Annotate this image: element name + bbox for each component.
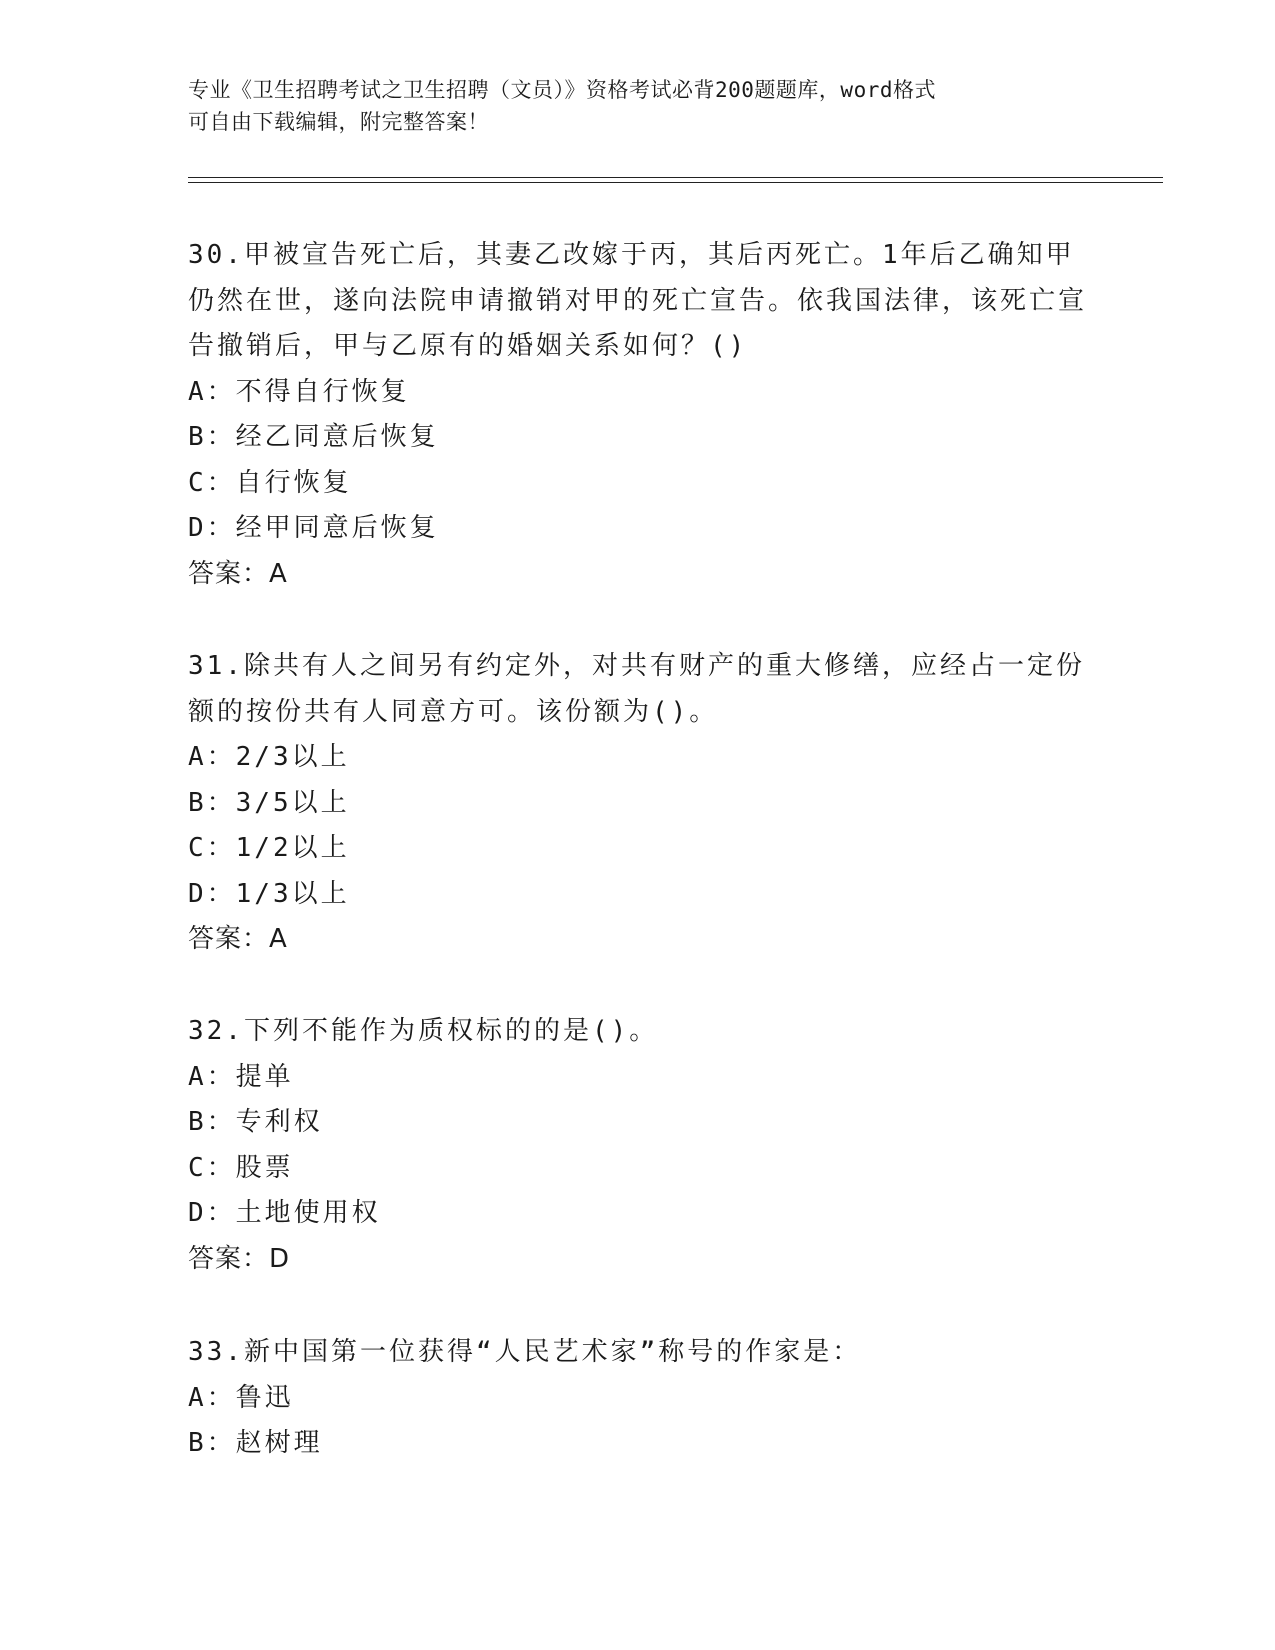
question-31	[188, 644, 1088, 963]
option-a: A：不得自行恢复	[188, 376, 410, 407]
option-b: B：赵树理	[188, 1428, 323, 1458]
question-30	[188, 233, 1088, 597]
question-stem: 31.除共有人之间另有约定外，对共有财产的重大修缮，应经占一定份额的按份共有人同意方可。该份额为()。	[188, 651, 1085, 727]
option-b: B：专利权	[188, 1107, 323, 1137]
option-c: C：自行恢复	[188, 467, 352, 498]
option-b: B：3/5以上	[188, 787, 350, 818]
header-divider-bottom	[188, 182, 1163, 183]
option-a: A：2/3以上	[188, 742, 350, 772]
answer: 答案：A	[188, 924, 288, 954]
option-a: A：提单	[188, 1061, 294, 1092]
question-32	[188, 1009, 1088, 1282]
option-d: D：土地使用权	[188, 1198, 381, 1228]
question-stem: 33.新中国第一位获得“人民艺术家”称号的作家是：	[188, 1337, 862, 1367]
header-divider-top	[188, 177, 1163, 178]
question-33	[188, 1330, 1088, 1467]
option-d: D：1/3以上	[188, 878, 350, 909]
option-a: A：鲁迅	[188, 1382, 294, 1413]
question-stem: 32.下列不能作为质权标的的是()。	[188, 1016, 659, 1046]
answer: 答案：D	[188, 1243, 291, 1274]
header-line-1: 专业《卫生招聘考试之卫生招聘（文员）》资格考试必背200题题库，word格式	[188, 78, 936, 102]
option-d: D：经甲同意后恢复	[188, 513, 439, 543]
header-line-2: 可自由下载编辑，附完整答案！	[188, 110, 489, 134]
option-b: B：经乙同意后恢复	[188, 422, 439, 452]
option-c: C：1/2以上	[188, 833, 350, 863]
answer: 答案：A	[188, 558, 288, 589]
option-c: C：股票	[188, 1152, 294, 1183]
question-stem: 30.甲被宣告死亡后，其妻乙改嫁于丙，其后丙死亡。1年后乙确知甲仍然在世，遂向法院申请撤销对甲的死亡宣告。依我国法律，该死亡宣告撤销后，甲与乙原有的婚姻关系如何？()	[188, 240, 1088, 361]
document-header	[188, 74, 1068, 138]
